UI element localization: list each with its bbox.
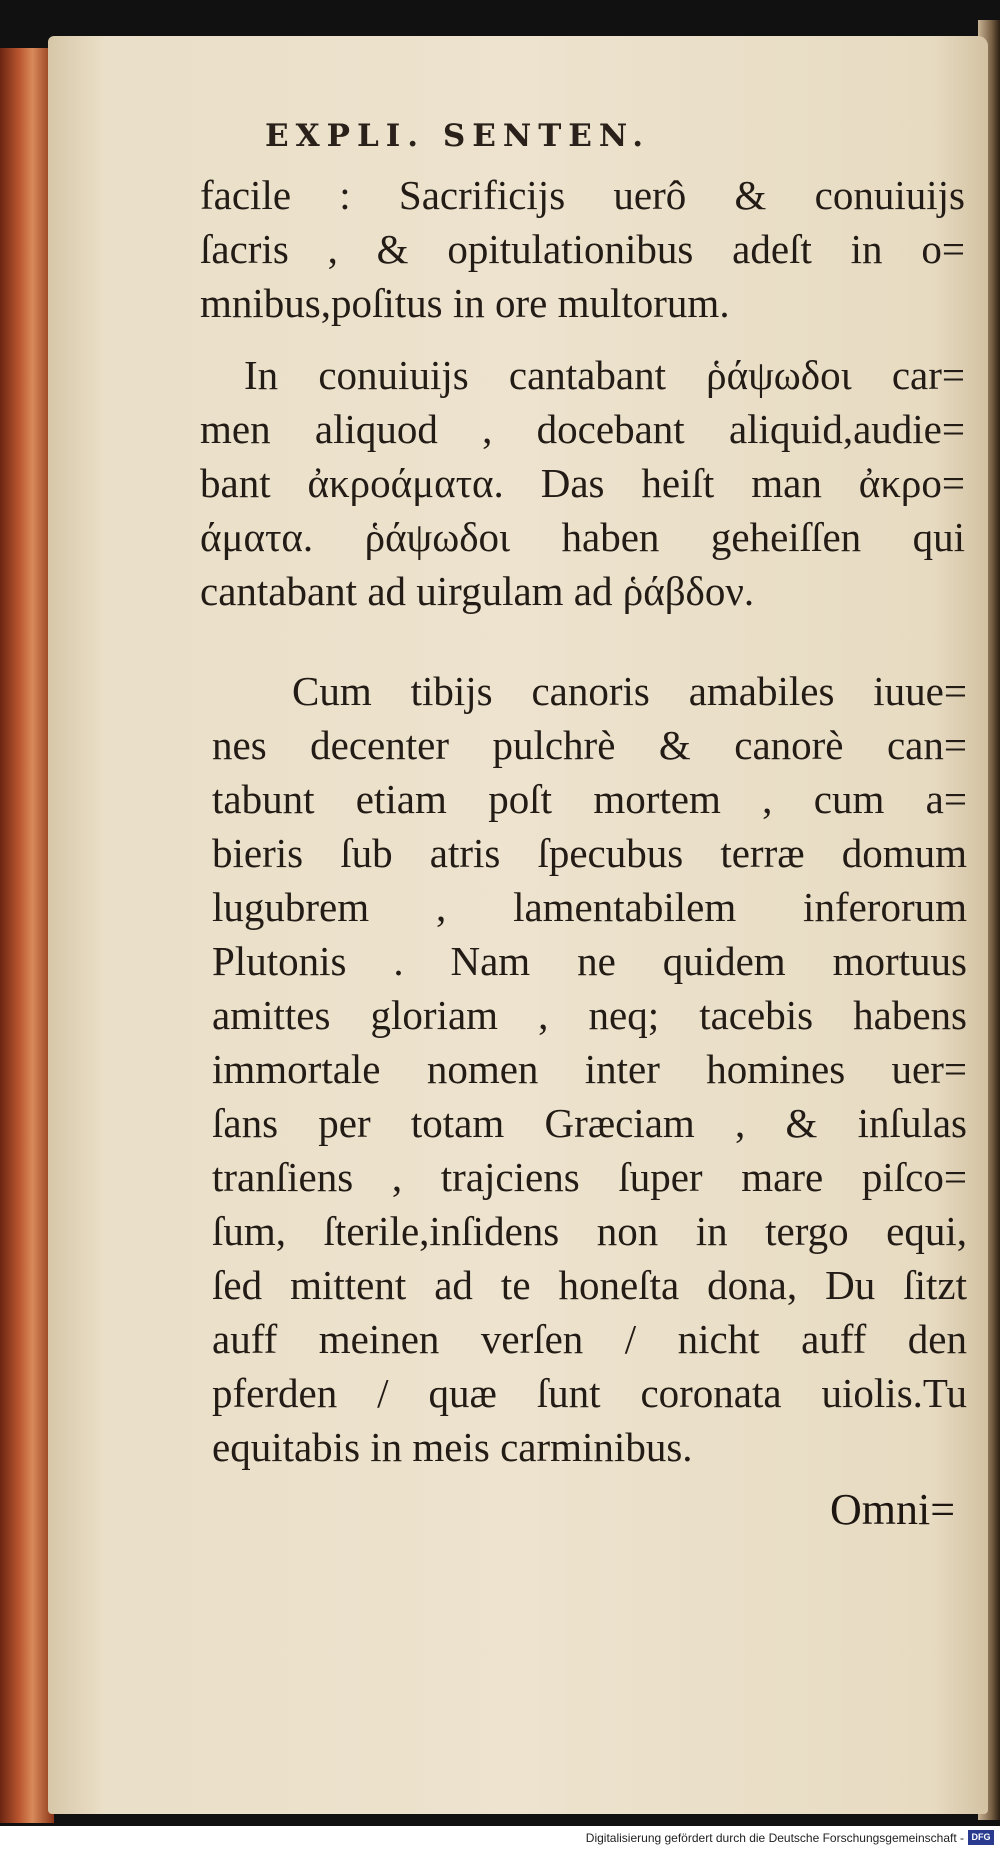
text-line: mnibus,poſitus in ore multorum. [200,280,730,326]
text-line: men aliquod , docebant aliquid,audie= [200,406,965,452]
text-line: ſum, ſterile,inſidens non in tergo equi, [212,1208,967,1254]
text-line: ſed mittent ad te honeſta dona, Du ſitzt [212,1262,967,1308]
text-line: facile : Sacrificijs uerô & conuiuijs [200,172,965,218]
paragraph-3 [212,664,967,1474]
text-line: bieris ſub atris ſpecubus terræ domum [212,830,967,876]
text-line: ſacris , & opitulationibus adeſt in o= [200,226,965,272]
running-head: EXPLI. SENTEN. [265,118,651,154]
text-line: Cum tibijs canoris amabiles iuue= [292,668,967,714]
text-line: auff meinen verſen / nicht auff den [212,1316,967,1362]
text-line: lugubrem , lamentabilem inferorum [212,884,967,930]
text-line: amittes gloriam , neq; tacebis habens [212,992,967,1038]
book-fore-edge [0,48,54,1823]
text-line: nes decenter pulchrè & canorè can= [212,722,967,768]
catchword: Omni= [830,1485,956,1534]
digitization-credit: Digitalisierung gefördert durch die Deutsche Forschungsgemeinschaft - [585,1831,964,1845]
text-line: pferden / quæ ſunt coronata uiolis.Tu [212,1370,967,1416]
text-line: immortale nomen inter homines uer= [212,1046,967,1092]
text-line: In conuiuijs cantabant ῥάψωδοι car= [244,352,965,398]
dfg-logo-icon: DFG [968,1830,994,1845]
text-line: Plutonis . Nam ne quidem mortuus [212,938,967,984]
text-line: cantabant ad uirgulam ad ῥάβδον. [200,568,755,614]
text-line: tabunt etiam poſt mortem , cum a= [212,776,967,822]
paragraph-1 [200,168,965,330]
paragraph-2 [200,348,965,618]
text-line: equitabis in meis carminibus. [212,1424,693,1470]
text-line: tranſiens , trajciens ſuper mare piſco= [212,1154,967,1200]
text-line: ſans per totam Græciam , & inſulas [212,1100,967,1146]
text-line: άματα. ῥάψωδοι haben geheiſſen qui [200,514,965,560]
text-line: bant ἀκροάματα. Das heiſt man ἀκρο= [200,460,965,506]
